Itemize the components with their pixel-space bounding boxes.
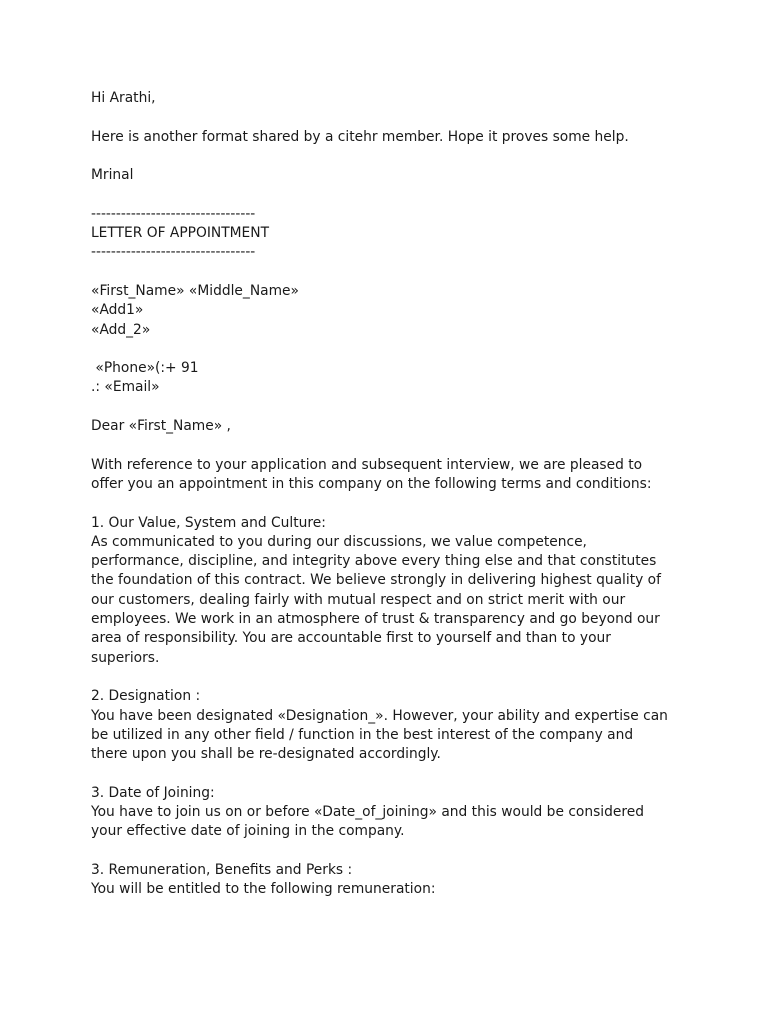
section-heading: 1. Our Value, System and Culture: [91, 514, 326, 531]
separator-top: --------------------------------- [91, 205, 256, 222]
address-name: «First_Name» «Middle_Name» [91, 282, 299, 299]
section-text-line: your effective date of joining in the company. [91, 823, 405, 840]
address-phone: «Phone»(:+ 91 [91, 360, 199, 377]
address-email: .: «Email» [91, 379, 160, 396]
blank-line [91, 147, 751, 166]
section-text-line: the foundation of this contract. We believe strongly in delivering highest quality of [91, 572, 661, 589]
section-text-line: You will be entitled to the following remuneration: [91, 881, 436, 898]
section-text-line: employees. We work in an atmosphere of trust & transparency and go beyond our [91, 611, 660, 628]
section-text-line: our customers, dealing fairly with mutual respect and on strict merit with our [91, 591, 626, 608]
section-heading: 3. Date of Joining: [91, 784, 215, 801]
salutation: Dear «First_Name» , [91, 418, 231, 435]
blank-line [91, 263, 751, 282]
blank-line [91, 668, 751, 687]
intro-text: Here is another format shared by a citehr member. Hope it proves some help. [91, 128, 629, 145]
section-text-line: You have been designated «Designation_». However, your ability and expertise can [91, 707, 668, 724]
section-text-line: performance, discipline, and integrity above every thing else and that constitutes [91, 553, 657, 570]
section-text-line: there upon you shall be re-designated accordingly. [91, 746, 441, 763]
blank-line [91, 185, 751, 204]
sender-name: Mrinal [91, 167, 134, 184]
blank-line [91, 398, 751, 417]
section-text-line: be utilized in any other field / function in the best interest of the company and [91, 726, 634, 743]
section-text-line: As communicated to you during our discussions, we value competence, [91, 533, 587, 550]
section-heading: 2. Designation : [91, 688, 201, 705]
blank-line [91, 842, 751, 861]
address-line-1: «Add1» [91, 302, 144, 319]
section-text-line: superiors. [91, 649, 160, 666]
blank-line [91, 436, 751, 455]
address-line-2: «Add_2» [91, 321, 151, 338]
letter-title: LETTER OF APPOINTMENT [91, 225, 270, 242]
opening-line-1: With reference to your application and subsequent interview, we are pleased to [91, 456, 643, 473]
section-text-line: area of responsibility. You are accountable first to yourself and than to your [91, 630, 611, 647]
section-text-line: You have to join us on or before «Date_of_joining» and this would be considered [91, 803, 644, 820]
greeting: Hi Arathi, [91, 90, 156, 106]
blank-line [91, 494, 751, 513]
letter-body [91, 89, 751, 899]
blank-line [91, 340, 751, 359]
separator-bottom: --------------------------------- [91, 244, 256, 261]
blank-line [91, 108, 751, 127]
opening-line-2: offer you an appointment in this company on the following terms and conditions: [91, 475, 652, 492]
section-heading: 3. Remuneration, Benefits and Perks : [91, 861, 353, 878]
blank-line [91, 764, 751, 783]
